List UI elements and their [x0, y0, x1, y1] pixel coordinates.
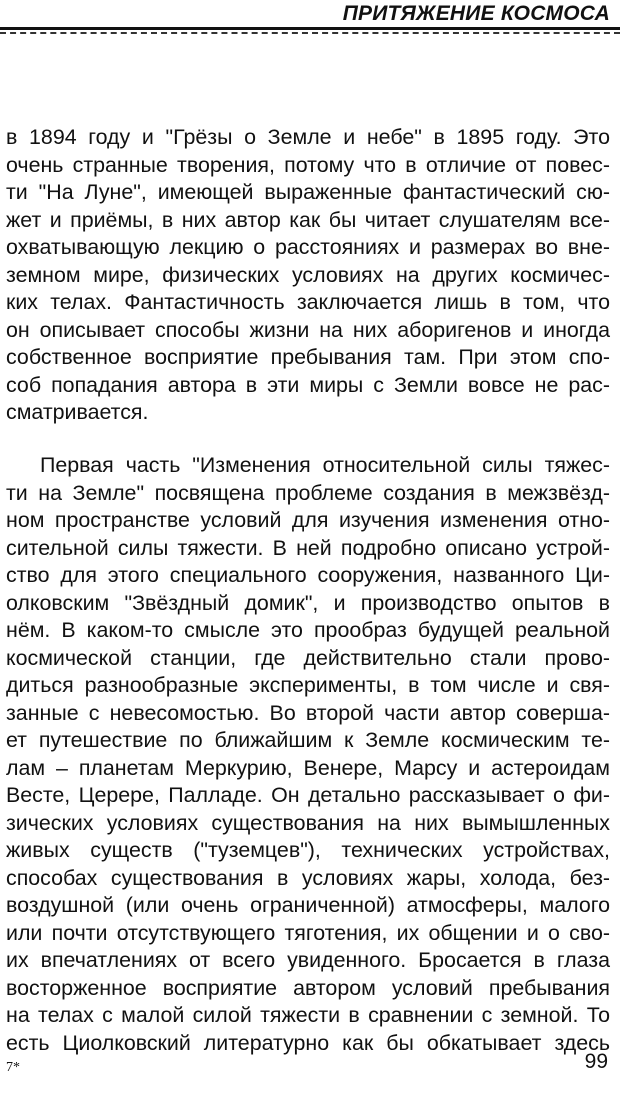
- text-line: олковским "Звёздный домик", и производство опытов в: [6, 590, 610, 615]
- text-line: занные с невесомостью. Во второй части автор соверша-: [6, 700, 610, 725]
- text-line: ство для этого специального сооружения, названного Ци-: [6, 563, 610, 587]
- text-line: ном пространстве условий для изучения изменения отно-: [6, 508, 610, 532]
- text-line: охватывающую лекцию о расстояниях и размерах во вне-: [6, 235, 610, 259]
- text-line: Первая часть "Изменения относительной силы тяжес-: [40, 453, 610, 477]
- paragraph-1: [6, 124, 610, 427]
- text-line: очень странные творения, потому что в отличие от повес-: [6, 152, 610, 177]
- text-line: диться разнообразные эксперименты, в том числе и свя-: [6, 673, 610, 697]
- text-line: соб попадания автора в эти миры с Земли вовсе не рас-: [6, 372, 610, 397]
- text-line: космической станции, где действительно стали прово-: [6, 645, 610, 670]
- page-number: 99: [584, 1050, 608, 1073]
- text-line: сительной силы тяжести. В ней подробно описано устрой-: [6, 535, 610, 560]
- text-line: зических условиях существования на них вымышленных: [6, 810, 610, 835]
- text-line: он описывает способы жизни на них аборигенов и иногда: [6, 317, 610, 342]
- text-line: жет и приёмы, в них автор как бы читает слушателям все-: [6, 207, 610, 232]
- text-line: их впечатлениях от всего увиденного. Бросается в глаза: [6, 948, 610, 972]
- text-line: на телах с малой силой тяжести в сравнении с земной. То: [6, 1003, 610, 1027]
- text-line: способах существования в условиях жары, холода, без-: [6, 865, 610, 890]
- text-line: ких телах. Фантастичность заключается лишь в том, что: [6, 290, 610, 314]
- text-line: воздушной (или очень ограниченной) атмосферы, малого: [6, 893, 610, 917]
- running-head: [0, 0, 620, 40]
- text-line: или почти отсутствующего тяготения, их общении и о сво-: [6, 920, 610, 945]
- running-head-title: ПРИТЯЖЕНИЕ КОСМОСА: [342, 2, 610, 25]
- text-line: земном мире, физических условиях на других космичес-: [6, 262, 610, 287]
- text-line: ти "На Луне", имеющей выраженные фантастический сю-: [6, 180, 610, 204]
- text-line: сматривается.: [6, 400, 149, 424]
- signature-mark: 7*: [6, 1060, 20, 1075]
- text-line: лам – планетам Меркурию, Венере, Марсу и астероидам: [6, 755, 610, 780]
- text-line: собственное восприятие пребывания там. При этом спо-: [6, 345, 610, 369]
- text-line: в 1894 году и "Грёзы о Земле и небе" в 1895 году. Это: [6, 125, 610, 149]
- text-line: ет путешествие по ближайшим к Земле космическим те-: [6, 728, 610, 752]
- text-line: ти на Земле" посвящена проблеме создания в межзвёзд-: [6, 480, 610, 505]
- text-line: есть Циолковский литературно как бы обкатывает здесь: [6, 1030, 610, 1055]
- header-rule: [0, 27, 620, 30]
- header-dashed-rule: [0, 32, 620, 34]
- text-line: восторженное восприятие автором условий пребывания: [6, 975, 610, 1000]
- paragraph-2: [6, 452, 610, 1057]
- text-line: Весте, Церере, Палладе. Он детально рассказывает о фи-: [6, 783, 610, 807]
- text-line: нём. В каком-то смысле это прообраз будущей реальной: [6, 618, 610, 642]
- text-line: живых существ ("туземцев"), технических устройствах,: [6, 838, 610, 862]
